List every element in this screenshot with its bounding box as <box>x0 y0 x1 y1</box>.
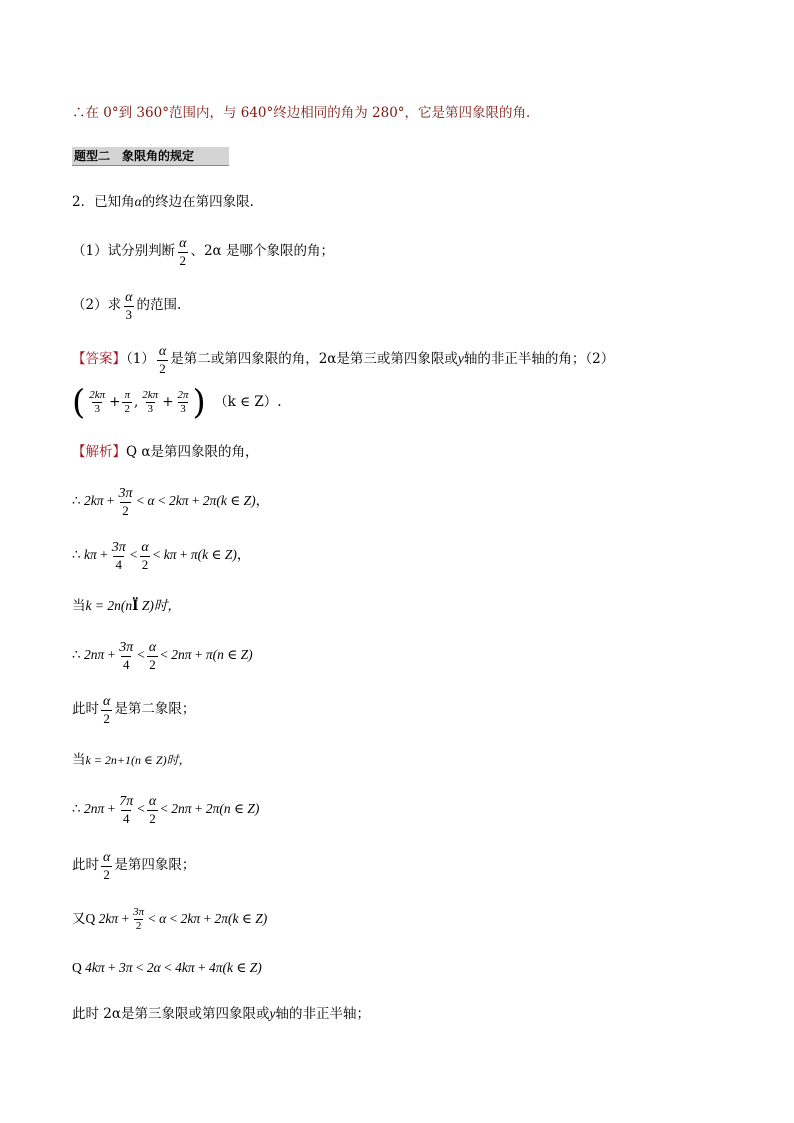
problem-part1 <box>72 236 334 267</box>
left-paren: ( <box>72 382 86 423</box>
frac-alpha-2-e: $\frac{\alpha}{2}$ <box>148 793 157 826</box>
section-title-text: 题型二 象限角的规定 <box>74 149 195 163</box>
case1-cond-math: k = 2n(n <box>85 598 133 613</box>
again-prefix: 又Q <box>72 911 96 926</box>
case2-cond-math: k = 2n+1(n ∈ Z)时， <box>85 753 191 767</box>
case2-cond <box>72 750 191 770</box>
problem-intro-text: 2．已知角 <box>72 194 135 210</box>
q2-prefix: Q <box>72 960 82 975</box>
problem-part2 <box>72 290 181 321</box>
conclusion-line <box>72 103 540 123</box>
answer-part1: （1） <box>126 351 155 367</box>
final-end: 轴的非正半轴； <box>275 1006 370 1022</box>
problem-intro-end: 的终边在第四象限. <box>141 194 254 210</box>
analysis-label: 【解析】 <box>72 444 126 460</box>
section-title <box>72 147 229 166</box>
part2-end: 的范围. <box>136 297 182 313</box>
k-in-z: （k ∈ Z）. <box>214 394 282 410</box>
case1-cond-end: Z)时， <box>138 598 181 613</box>
analysis-first: Q α是第四象限的角， <box>126 444 259 460</box>
frac-alpha-2-f: $\frac{\alpha}{2}$ <box>103 849 111 882</box>
frac-7pi-4: $\frac{7\pi}{4}$ <box>119 793 134 826</box>
final-result <box>72 1004 370 1024</box>
ineq-2alpha: Q 4kπ + 3π < 2α < 4kπ + 4π(k ∈ Z) <box>72 960 262 975</box>
case2-prefix: 当 <box>72 752 86 768</box>
analysis-line1 <box>72 442 258 462</box>
case1-cond <box>72 596 181 616</box>
frac-2kpi-3-b: $\frac{2k\pi}{3}$ <box>142 389 159 415</box>
frac-alpha-2-c: $\frac{\alpha}{2}$ <box>148 639 157 672</box>
case2-result <box>72 850 195 881</box>
answer-text2: 轴的非正半轴的角；（2） <box>463 351 615 367</box>
answer-text1: 是第二或第四象限的角，2α是第三或第四象限或 <box>170 351 458 367</box>
frac-pi-2: $\frac{\pi}{2}$ <box>124 389 130 415</box>
answer-fraction-alpha-over-2: $\frac{\alpha}{2}$ <box>158 343 167 376</box>
final-prefix: 此时 2α是第三象限或第四象限或 <box>72 1006 270 1022</box>
frac-2pi-3: $\frac{2\pi}{3}$ <box>177 389 189 415</box>
part1-prefix: （1）试分别判断 <box>72 243 176 259</box>
case1-result-prefix: 此时 <box>72 701 99 717</box>
case2-result-end: 是第四象限； <box>114 857 196 873</box>
answer-label: 【答案】 <box>72 351 126 367</box>
final-y-symbol: y <box>269 1006 276 1021</box>
y-axis-symbol: y <box>457 351 464 366</box>
ineq-case2: ∴ 2nπ + $\frac{7\pi}{4}$ < $\frac{\alpha}{2}$ < 2nπ + 2π(n ∈ Z) <box>72 793 260 826</box>
frac-2kpi-3-a: $\frac{2k\pi}{3}$ <box>89 389 106 415</box>
answer-line1 <box>72 344 614 375</box>
conclusion-text: ∴在 0°到 360°范围内，与 640°终边相同的角为 280°，它是第四象限的角． <box>72 105 540 121</box>
ineq-alpha-half: ∴ kπ + $\frac{3\pi}{4}$ < $\frac{\alpha}{2}$ < kπ + π(k ∈ Z)， <box>72 539 251 572</box>
frac-3pi-2-b: $\frac{3\pi}{2}$ <box>133 906 145 933</box>
case1-result <box>72 694 195 725</box>
frac-3pi-4-b: $\frac{3\pi}{4}$ <box>119 639 134 672</box>
case2-result-prefix: 此时 <box>72 857 99 873</box>
frac-alpha-2-d: $\frac{\alpha}{2}$ <box>103 693 111 726</box>
ineq-case1: ∴ 2nπ + $\frac{3\pi}{4}$ < $\frac{\alpha}{2}$ < 2nπ + π(n ∈ Z) <box>72 639 253 672</box>
part2-prefix: （2）求 <box>72 297 122 313</box>
right-paren: ) <box>192 382 206 423</box>
ineq-again: 又Q 2kπ + $\frac{3\pi}{2}$ < α < 2kπ + 2π(k ∈ Z) <box>72 906 268 933</box>
frac-3pi-4: $\frac{3\pi}{4}$ <box>111 539 126 572</box>
case1-result-end: 是第二象限； <box>114 701 196 717</box>
frac-3pi-2: $\frac{3\pi}{2}$ <box>118 485 133 518</box>
frac-alpha-2-b: $\frac{\alpha}{2}$ <box>141 539 149 572</box>
case1-prefix: 当 <box>72 598 86 614</box>
ineq-alpha: ∴ 2kπ + $\frac{3\pi}{2}$ < α < 2kπ + 2π(k ∈ Z)， <box>72 485 270 518</box>
fraction-alpha-over-2: $\frac{\alpha}{2}$ <box>179 235 187 268</box>
problem-intro <box>72 192 254 212</box>
part1-mid: 、2α 是哪个象限的角； <box>190 243 334 259</box>
element-of-symbol: Ï <box>132 598 139 614</box>
alpha-symbol: α <box>134 194 142 209</box>
answer-interval: ( $\frac{2k\pi}{3}$ + $\frac{\pi}{2}$ , $\frac{2k\pi}{3}$ + $\frac{2\pi}{3}$ ) （k ∈ Z）. <box>72 382 282 423</box>
fraction-alpha-over-3: $\frac{\alpha}{3}$ <box>125 289 133 322</box>
